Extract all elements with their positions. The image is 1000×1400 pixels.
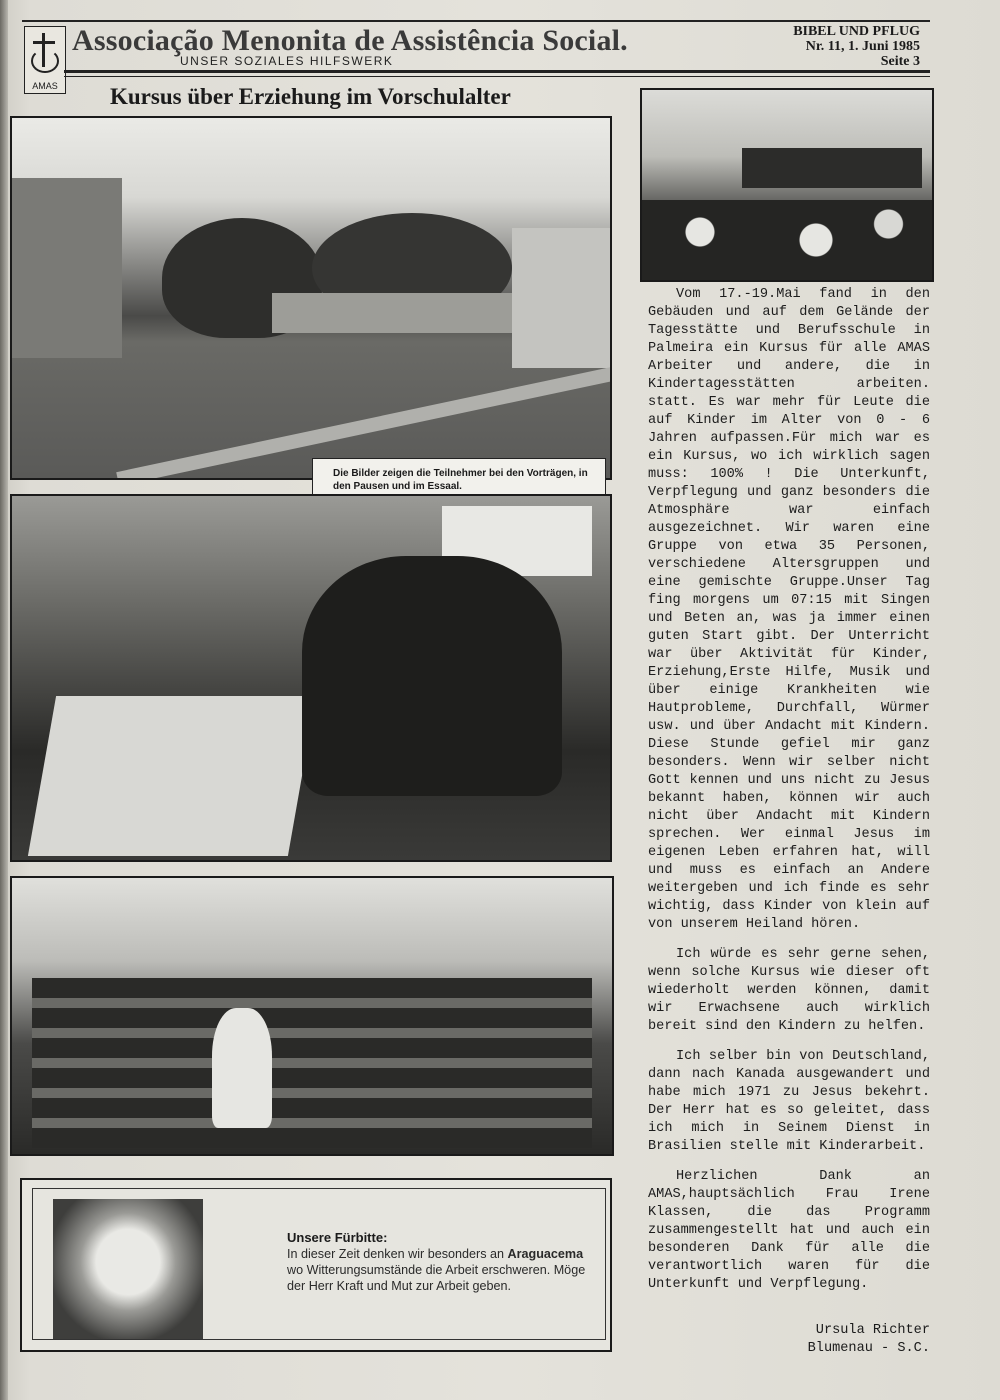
prayer-highlight: Araguacema xyxy=(507,1247,584,1261)
headline: Kursus über Erziehung im Vorschulalter xyxy=(110,84,511,109)
prayer-title: Unsere Fürbitte: xyxy=(287,1230,388,1245)
page-binding xyxy=(0,0,8,1400)
article-paragraph: Vom 17.-19.Mai fand in den Gebäuden und auf dem Gelände der Tagesstätte und Berufsschule in Palmeira ein Kursus für alle AMAS Arbeiter und andere, die in Kindertagesstätten arbeiten. statt. Es war mehr für Leute die auf Kinder im Alter von 0 - 6 Jahren aufpassen.Für mich war es ein Kursus, wo ich wirklich sagen muss: 100% ! Die Unterkunft, Verpflegung und ganz besonders die Atmosphäre war einfach ausgezeichnet. Wir waren eine Gruppe von etwa 35 Personen, verschiedene Altersgruppen und eine gemischte Gruppe.Unser Tag fing morgens um 07:15 mit Singen und Beten an, was ja immer einen guten Start gibt. Der Unterricht war über Aktivität für Kinder, Erziehung,Erste Hilfe, Musik und über einige Krankheiten wie Hautprobleme, Durchfall, Würmer usw. und über Andacht mit Kindern. Diese Stunde gefiel mir ganz besonders. Wenn wir selber nicht Gott kennen und uns nicht zu Jesus bekannt haben, können wir auch nicht über Andacht mit Kindern sprechen. Wer einmal Jesus im eigenen Leben erfahren hat, will und muss es einfach an Andere weitergeben und ich finde es sehr wichtig, dass Kinder von klein auf von unserem Heiland hören. xyxy=(648,287,930,932)
article-paragraph: Ich selber bin von Deutschland, dann nach Kanada ausgewandert und habe mich 1971 zu Jesus bekehrt. Der Herr hat es so geleitet, dass ich mich in Seinem Dienst in Brasilien stelle mit Kinderarbeit. xyxy=(648,1049,930,1154)
amas-logo: AMAS xyxy=(24,26,66,94)
org-name: Associação Menonita de Assistência Social. xyxy=(72,24,628,57)
org-subtitle: UNSER SOZIALES HILFSWERK xyxy=(180,54,394,68)
masthead-top-rule xyxy=(22,20,930,22)
photo-lecture xyxy=(640,88,934,282)
photo-classroom xyxy=(10,876,614,1156)
author-name: Ursula Richter xyxy=(815,1323,930,1338)
page-number: Seite 3 xyxy=(880,54,920,69)
globe-icon xyxy=(31,49,59,73)
photo-caption: Die Bilder zeigen die Teilnehmer bei den Vorträgen, in den Pausen und im Essaal. xyxy=(312,458,606,506)
praying-hands-photo xyxy=(53,1199,203,1339)
photo-dining-hall xyxy=(10,494,612,862)
prayer-box xyxy=(20,1178,612,1352)
author-location: Blumenau - S.C. xyxy=(807,1341,930,1356)
article-body xyxy=(648,286,930,1306)
article-paragraph: Herzlichen Dank an AMAS,hauptsächlich Frau Irene Klassen, die das Programm zusammengestellt hat und auch ein besonderen Dank für alle die verantwortlich waren für die Unterkunft und Verpflegung. xyxy=(648,1169,930,1292)
article-paragraph: Ich würde es sehr gerne sehen, wenn solche Kursus wie dieser oft wiederholt werden können, damit wir Erwachsene auch wirklich bereit sind den Kindern zu helfen. xyxy=(648,947,930,1034)
masthead-rule xyxy=(64,70,930,73)
publication-info xyxy=(793,24,920,69)
photo-outdoor-grounds xyxy=(10,116,612,480)
publication-name: BIBEL UND PFLUG xyxy=(793,24,920,39)
prayer-text: In dieser Zeit denken wir besonders an Araguacema wo Witterungsumstände die Arbeit erschweren. Möge der Herr Kraft und Mut zur Arbeit geben. xyxy=(287,1247,586,1293)
issue-number: Nr. 11, 1. Juni 1985 xyxy=(805,39,920,54)
